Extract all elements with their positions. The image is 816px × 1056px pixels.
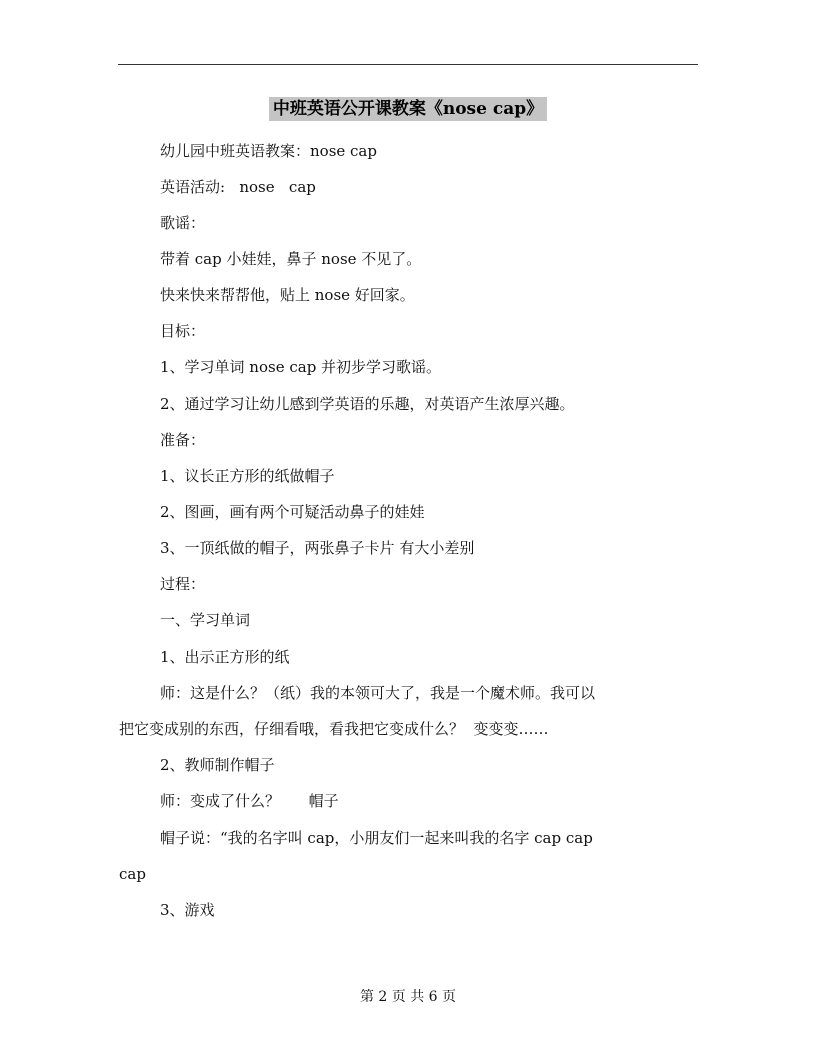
page-indicator: 第 2 页 共 6 页 — [359, 989, 457, 1005]
paragraph-line: 准备： — [160, 431, 206, 449]
paragraph-line: 1、议长正方形的纸做帽子 — [160, 467, 335, 485]
paragraph-line: 师：这是什么？（纸）我的本领可大了，我是一个魔术师。我可以 — [160, 684, 596, 702]
paragraph-line: 2、教师制作帽子 — [160, 756, 275, 774]
document-title: 中班英语公开课教案《nose cap》 — [269, 97, 547, 121]
paragraph-line: 一、学习单词 — [160, 611, 251, 629]
paragraph-line: 帽子说：“我的名字叫 cap，小朋友们一起来叫我的名字 cap cap — [160, 829, 593, 847]
paragraph-line: 3、一顶纸做的帽子，两张鼻子卡片 有大小差别 — [160, 539, 475, 557]
paragraph-line: 快来快来帮帮他，贴上 nose 好回家。 — [160, 286, 415, 304]
paragraph-line: 过程： — [160, 575, 206, 593]
paragraph-line: 1、出示正方形的纸 — [160, 648, 290, 666]
paragraph-line: 把它变成别的东西，仔细看哦，看我把它变成什么？ 变变变…… — [119, 720, 549, 738]
paragraph-line: 3、游戏 — [160, 901, 215, 919]
paragraph-line: cap — [119, 865, 146, 883]
paragraph-line: 幼儿园中班英语教案：nose cap — [160, 142, 377, 160]
title-container — [0, 97, 816, 121]
paragraph-line: 带着 cap 小娃娃，鼻子 nose 不见了。 — [160, 250, 422, 268]
paragraph-line: 歌谣： — [160, 214, 206, 232]
header-rule — [118, 64, 698, 65]
paragraph-line: 师：变成了什么？ 帽子 — [160, 792, 339, 810]
paragraph-line: 1、学习单词 nose cap 并初步学习歌谣。 — [160, 358, 442, 376]
paragraph-line: 目标： — [160, 322, 206, 340]
paragraph-line: 英语活动: nose cap — [160, 178, 316, 196]
paragraph-line: 2、通过学习让幼儿感到学英语的乐趣，对英语产生浓厚兴趣。 — [160, 395, 575, 413]
paragraph-line: 2、图画，画有两个可疑活动鼻子的娃娃 — [160, 503, 425, 521]
